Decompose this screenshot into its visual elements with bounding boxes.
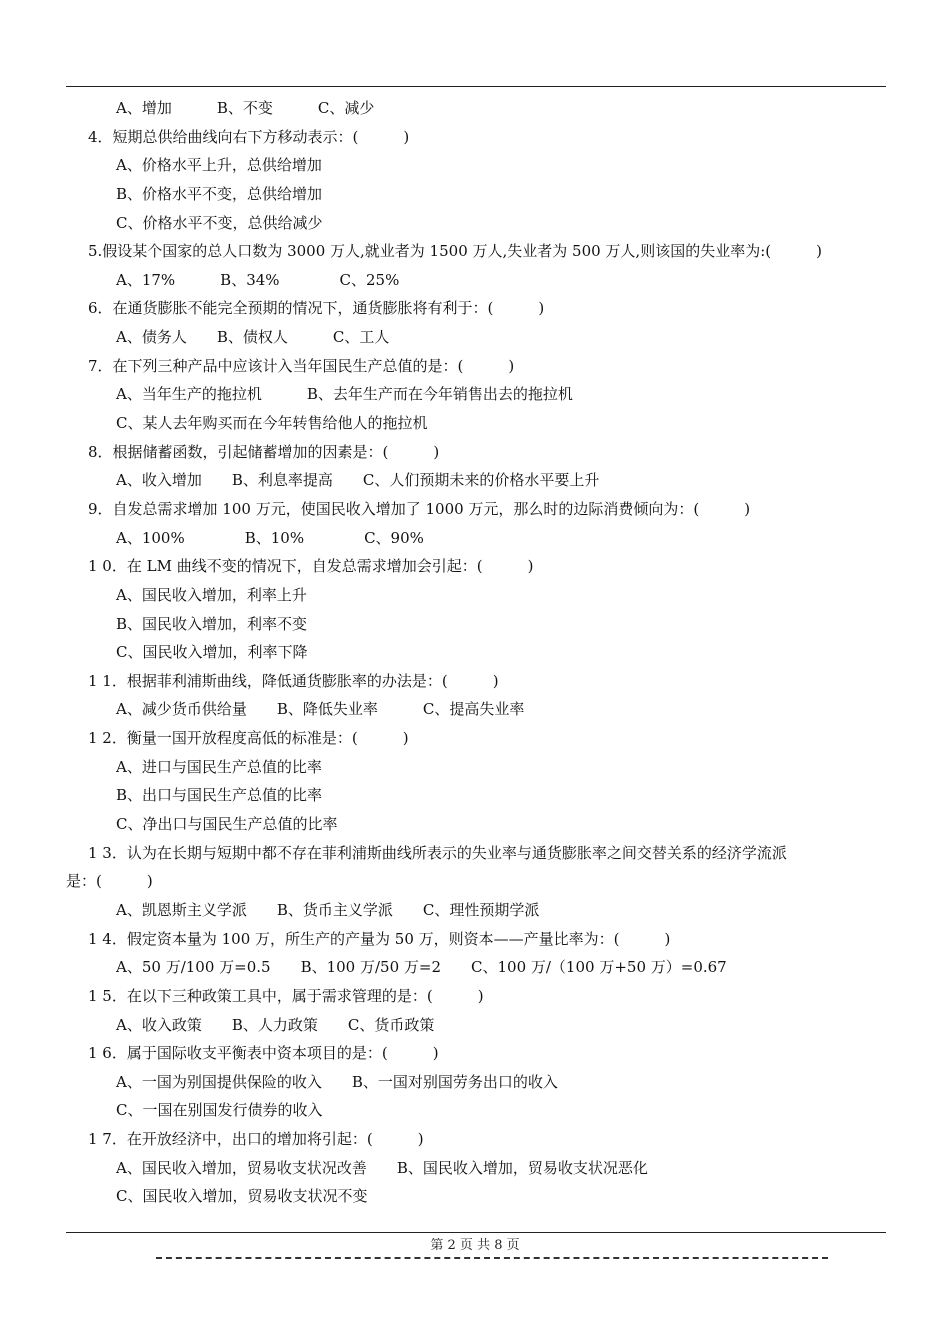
question-13: 1 3．认为在长期与短期中都不存在菲利浦斯曲线所表示的失业率与通货膨胀率之间交替关系的经济学流派 xyxy=(88,843,787,862)
option-line: A、价格水平上升，总供给增加 xyxy=(116,156,322,175)
footer-rule xyxy=(66,1232,886,1233)
question-13-continuation: 是：( ) xyxy=(66,872,153,891)
option-line: B、价格水平不变，总供给增加 xyxy=(116,184,323,203)
footer-dashed-divider xyxy=(156,1257,828,1259)
option-line: A、一国为别国提供保险的收入 B、一国对别国劳务出口的收入 xyxy=(116,1072,558,1091)
option-line: A、减少货币供给量 B、降低失业率 C、提高失业率 xyxy=(116,700,525,719)
question-9: 9．自发总需求增加 100 万元，使国民收入增加了 1000 万元，那么时的边际消费倾向为：( ) xyxy=(88,499,751,518)
option-line: A、收入政策 B、人力政策 C、货币政策 xyxy=(116,1015,435,1034)
question-11: 1 1．根据菲利浦斯曲线，降低通货膨胀率的办法是：( ) xyxy=(88,671,499,690)
option-line: A、国民收入增加，利率上升 xyxy=(116,585,307,604)
option-line: A、17% B、34% C、25% xyxy=(116,270,400,289)
option-line: B、出口与国民生产总值的比率 xyxy=(116,786,323,805)
option-line: A、国民收入增加，贸易收支状况改善 B、国民收入增加，贸易收支状况恶化 xyxy=(116,1158,648,1177)
option-line: A、债务人 B、债权人 C、工人 xyxy=(116,328,390,347)
option-line: C、一国在别国发行债券的收入 xyxy=(116,1101,323,1120)
option-line: A、凯恩斯主义学派 B、货币主义学派 C、理性预期学派 xyxy=(116,900,540,919)
option-line: C、净出口与国民生产总值的比率 xyxy=(116,815,338,834)
question-8: 8．根据储蓄函数，引起储蓄增加的因素是：( ) xyxy=(88,442,440,461)
option-line: A、进口与国民生产总值的比率 xyxy=(116,757,322,776)
option-line: A、增加 B、不变 C、减少 xyxy=(116,99,375,117)
option-line: A、100% B、10% C、90% xyxy=(116,528,424,547)
question-5: 5.假设某个国家的总人口数为 3000 万人,就业者为 1500 万人,失业者为 500 万人,则该国的失业率为:( ) xyxy=(88,242,822,261)
option-line: A、当年生产的拖拉机 B、去年生产而在今年销售出去的拖拉机 xyxy=(116,385,573,404)
option-line: C、价格水平不变，总供给减少 xyxy=(116,213,323,232)
question-15: 1 5．在以下三种政策工具中，属于需求管理的是：( ) xyxy=(88,986,484,1005)
question-14: 1 4．假定资本量为 100 万，所生产的产量为 50 万，则资本——产量比率为：( ) xyxy=(88,929,671,948)
option-line: A、收入增加 B、利息率提高 C、人们预期未来的价格水平要上升 xyxy=(116,471,600,490)
page-number: 第 2 页 共 8 页 xyxy=(430,1238,520,1253)
option-line: C、国民收入增加，利率下降 xyxy=(116,643,308,662)
question-7: 7．在下列三种产品中应该计入当年国民生产总值的是：( ) xyxy=(88,356,515,375)
option-line: B、国民收入增加，利率不变 xyxy=(116,614,308,633)
question-17: 1 7．在开放经济中，出口的增加将引起：( ) xyxy=(88,1130,424,1149)
question-4: 4．短期总供给曲线向右下方移动表示：( ) xyxy=(88,127,410,146)
option-line: C、国民收入增加，贸易收支状况不变 xyxy=(116,1187,368,1206)
question-12: 1 2．衡量一国开放程度高低的标准是：( ) xyxy=(88,729,409,748)
question-16: 1 6．属于国际收支平衡表中资本项目的是：( ) xyxy=(88,1044,439,1063)
question-10: 1 0．在 LM 曲线不变的情况下，自发总需求增加会引起：( ) xyxy=(88,557,534,576)
option-line: A、50 万/100 万=0.5 B、100 万/50 万=2 C、100 万/（100 万+50 万）=0.67 xyxy=(116,958,727,977)
question-6: 6．在通货膨胀不能完全预期的情况下，通货膨胀将有利于：( ) xyxy=(88,299,545,318)
header-rule xyxy=(66,86,886,87)
option-line: C、某人去年购买而在今年转售给他人的拖拉机 xyxy=(116,414,428,433)
question-list xyxy=(66,94,888,1211)
